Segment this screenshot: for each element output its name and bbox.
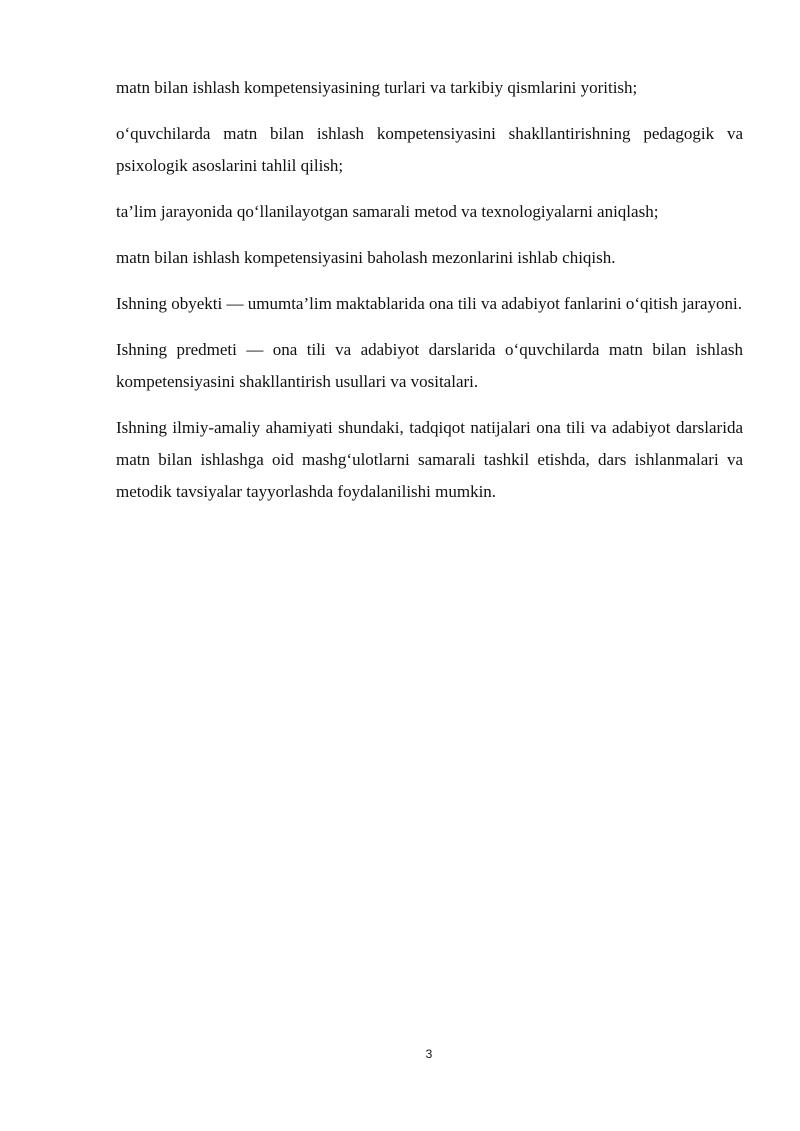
task-item-methods: ta’lim jarayonida qo‘llanilayotgan samarali metod va texnologiyalarni aniqlash;: [116, 202, 659, 221]
research-subject-paragraph: Ishning predmeti — ona tili va adabiyot darslarida o‘quvchilarda matn bilan ishlash kompetensiyasini shakllantirish usullari va vositalari.: [116, 340, 743, 391]
task-item-criteria: matn bilan ishlash kompetensiyasini baholash mezonlarini ishlab chiqish.: [116, 248, 616, 267]
page-number: 3: [425, 1047, 433, 1061]
task-item-analysis: o‘quvchilarda matn bilan ishlash kompetensiyasini shakllantirishning pedagogik va psixologik asoslarini tahlil qilish;: [116, 124, 743, 175]
research-object-paragraph: Ishning obyekti — umumta’lim maktablarida ona tili va adabiyot fanlarini o‘qitish jarayoni.: [116, 294, 743, 313]
practical-significance-paragraph: Ishning ilmiy-amaliy ahamiyati shundaki, tadqiqot natijalari ona tili va adabiyot darslarida matn bilan ishlashga oid mashg‘ulotlarni samarali tashkil etishda, dars ishlanmalari va metodik tavsiyalar tayyorlashda foydalanilishi mumkin.: [116, 418, 743, 501]
page-body: [116, 72, 743, 522]
task-item-types: matn bilan ishlash kompetensiyasining turlari va tarkibiy qismlarini yoritish;: [116, 78, 638, 97]
